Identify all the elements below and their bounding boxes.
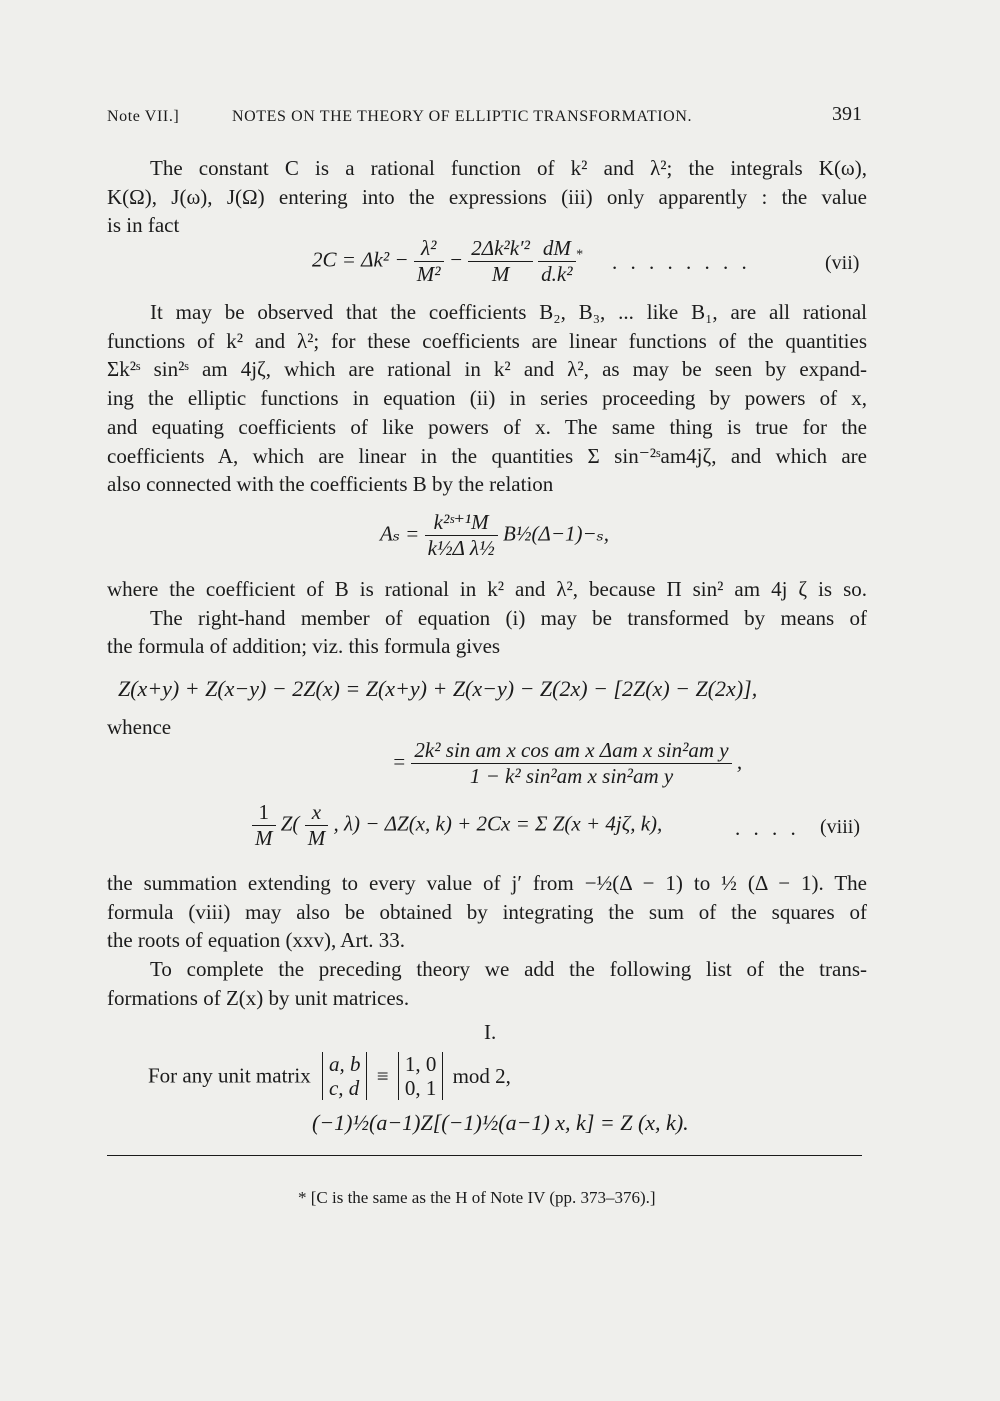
running-header-left: Note VII.] [107,108,180,125]
text-line: ing the elliptic functions in equation (ii) in series proceeding by powers of x, [107,386,867,411]
text-line: the formula of addition; viz. this formula gives [107,634,501,659]
page-number: 391 [832,103,862,125]
paragraph-summation [107,869,867,955]
matrix-abcd: a, b c, d [322,1052,368,1100]
text-line: Σk²ˢ sin²ˢ am 4jζ, which are rational in k² and λ², as may be seen by expand- [107,357,867,382]
unit-matrix-lead: For any unit matrix [148,1063,311,1088]
minus-sign: − [448,247,464,272]
text-line: The constant C is a rational function of k² and λ²; the integrals K(ω), [150,156,867,180]
equation-vii [312,236,583,287]
equation-addition: Z(x+y) + Z(x−y) − 2Z(x) = Z(x+y) + Z(x−y) − Z(2x) − [2Z(x) − Z(2x)], [118,676,758,701]
fraction: $\frac{dM}{\text{d.k²}}$ [538,236,575,287]
modulus-text: mod 2, [452,1063,511,1088]
relation-lhs: Aₛ = [380,521,420,546]
text-line: the roots of equation (xxv), Art. 33. [107,928,406,953]
fraction: $\frac{\text{k²ˢ⁺¹M}}{\text{k½Δ λ½}}$ [425,510,498,561]
text-line: where the coefficient of B is rational in k² and λ², because Π sin² am 4j ζ is so. [107,577,867,601]
paragraph-right-hand-member [107,575,867,661]
footnote: * [C is the same as the H of Note IV (pp. 373–376).] [298,1188,656,1207]
text-line: formula (viii) may also be obtained by integrating the sum of the squares of [107,899,867,924]
footnote-rule [107,1155,862,1156]
equation-viii-dots: . . . . [735,816,800,840]
equation-relation [380,510,609,561]
text-line: coefficients A, which are linear in the quantities Σ sin⁻²ˢam4jζ, and which are [107,443,867,468]
fraction: $\frac{\text{λ²}}{\text{M²}}$ [414,236,444,287]
equation-viii [252,800,662,851]
equation-unit-matrix: (−1)½(a−1)Z[(−1)½(a−1) x, k] = Z (x, k). [312,1110,689,1135]
paragraph-transformations [107,955,867,1012]
paragraph-constant-c [107,154,867,240]
text-line: the summation extending to every value of j′ from −½(Δ − 1) to ½ (Δ − 1). The [107,871,867,895]
relation-rhs: B½(Δ−1)−ₛ, [502,521,610,546]
equation-viii-part: Z( [280,811,300,836]
text-line: is in fact [107,213,180,238]
equals-sign: = [392,749,407,774]
equation-whence [392,738,742,789]
running-header-title: NOTES ON THE THEORY OF ELLIPTIC TRANSFORMATION. [232,108,693,125]
comma: , [736,749,743,774]
text-line: formations of Z(x) by unit matrices. [107,985,410,1010]
fraction: $\frac{x}{M}$ [305,800,329,851]
text-line: K(Ω), J(ω), J(Ω) entering into the expressions (iii) only apparently : the value [107,184,867,209]
equation-viii-label: (viii) [820,816,860,838]
footnote-marker: * [575,247,583,263]
paragraph-coefficients [107,298,867,499]
text-line: To complete the preceding theory we add the following list of the trans- [150,957,867,981]
equation-vii-label: (vii) [825,252,860,274]
matrix-identity: 1, 0 0, 1 [398,1052,444,1100]
equivalence-sign: ≡ [376,1063,389,1088]
text-line: whence [107,715,172,739]
equation-vii-dots: . . . . . . . . [612,250,751,274]
equation-viii-part: , λ) − ΔZ(x, k) + 2Cx = Σ Z(x + 4jζ, k), [333,811,663,836]
fraction: $\frac{1}{M}$ [252,800,276,851]
text-line: also connected with the coefficients B by the relation [107,472,554,497]
equation-vii-lhs: 2C = Δk² − [312,247,409,272]
unit-matrix-statement [148,1052,511,1100]
section-numeral: I. [484,1020,497,1044]
text-line: functions of k² and λ²; for these coefficients are linear functions of the quantities [107,328,867,353]
text-line: It may be observed that the coefficients B₂, B₃, ... like B₁, are all rational [150,300,867,324]
fraction: $\frac{\text{2k² sin am x cos am x Δam x sin²am y}}{\text{1 − k² sin²am x sin²am y}}$ [411,738,731,789]
text-line: The right-hand member of equation (i) may be transformed by means of [150,605,867,630]
fraction: $\frac{\text{2Δk²k′²}}{M}$ [468,236,533,287]
text-line: and equating coefficients of like powers of x. The same thing is true for the [107,414,867,439]
